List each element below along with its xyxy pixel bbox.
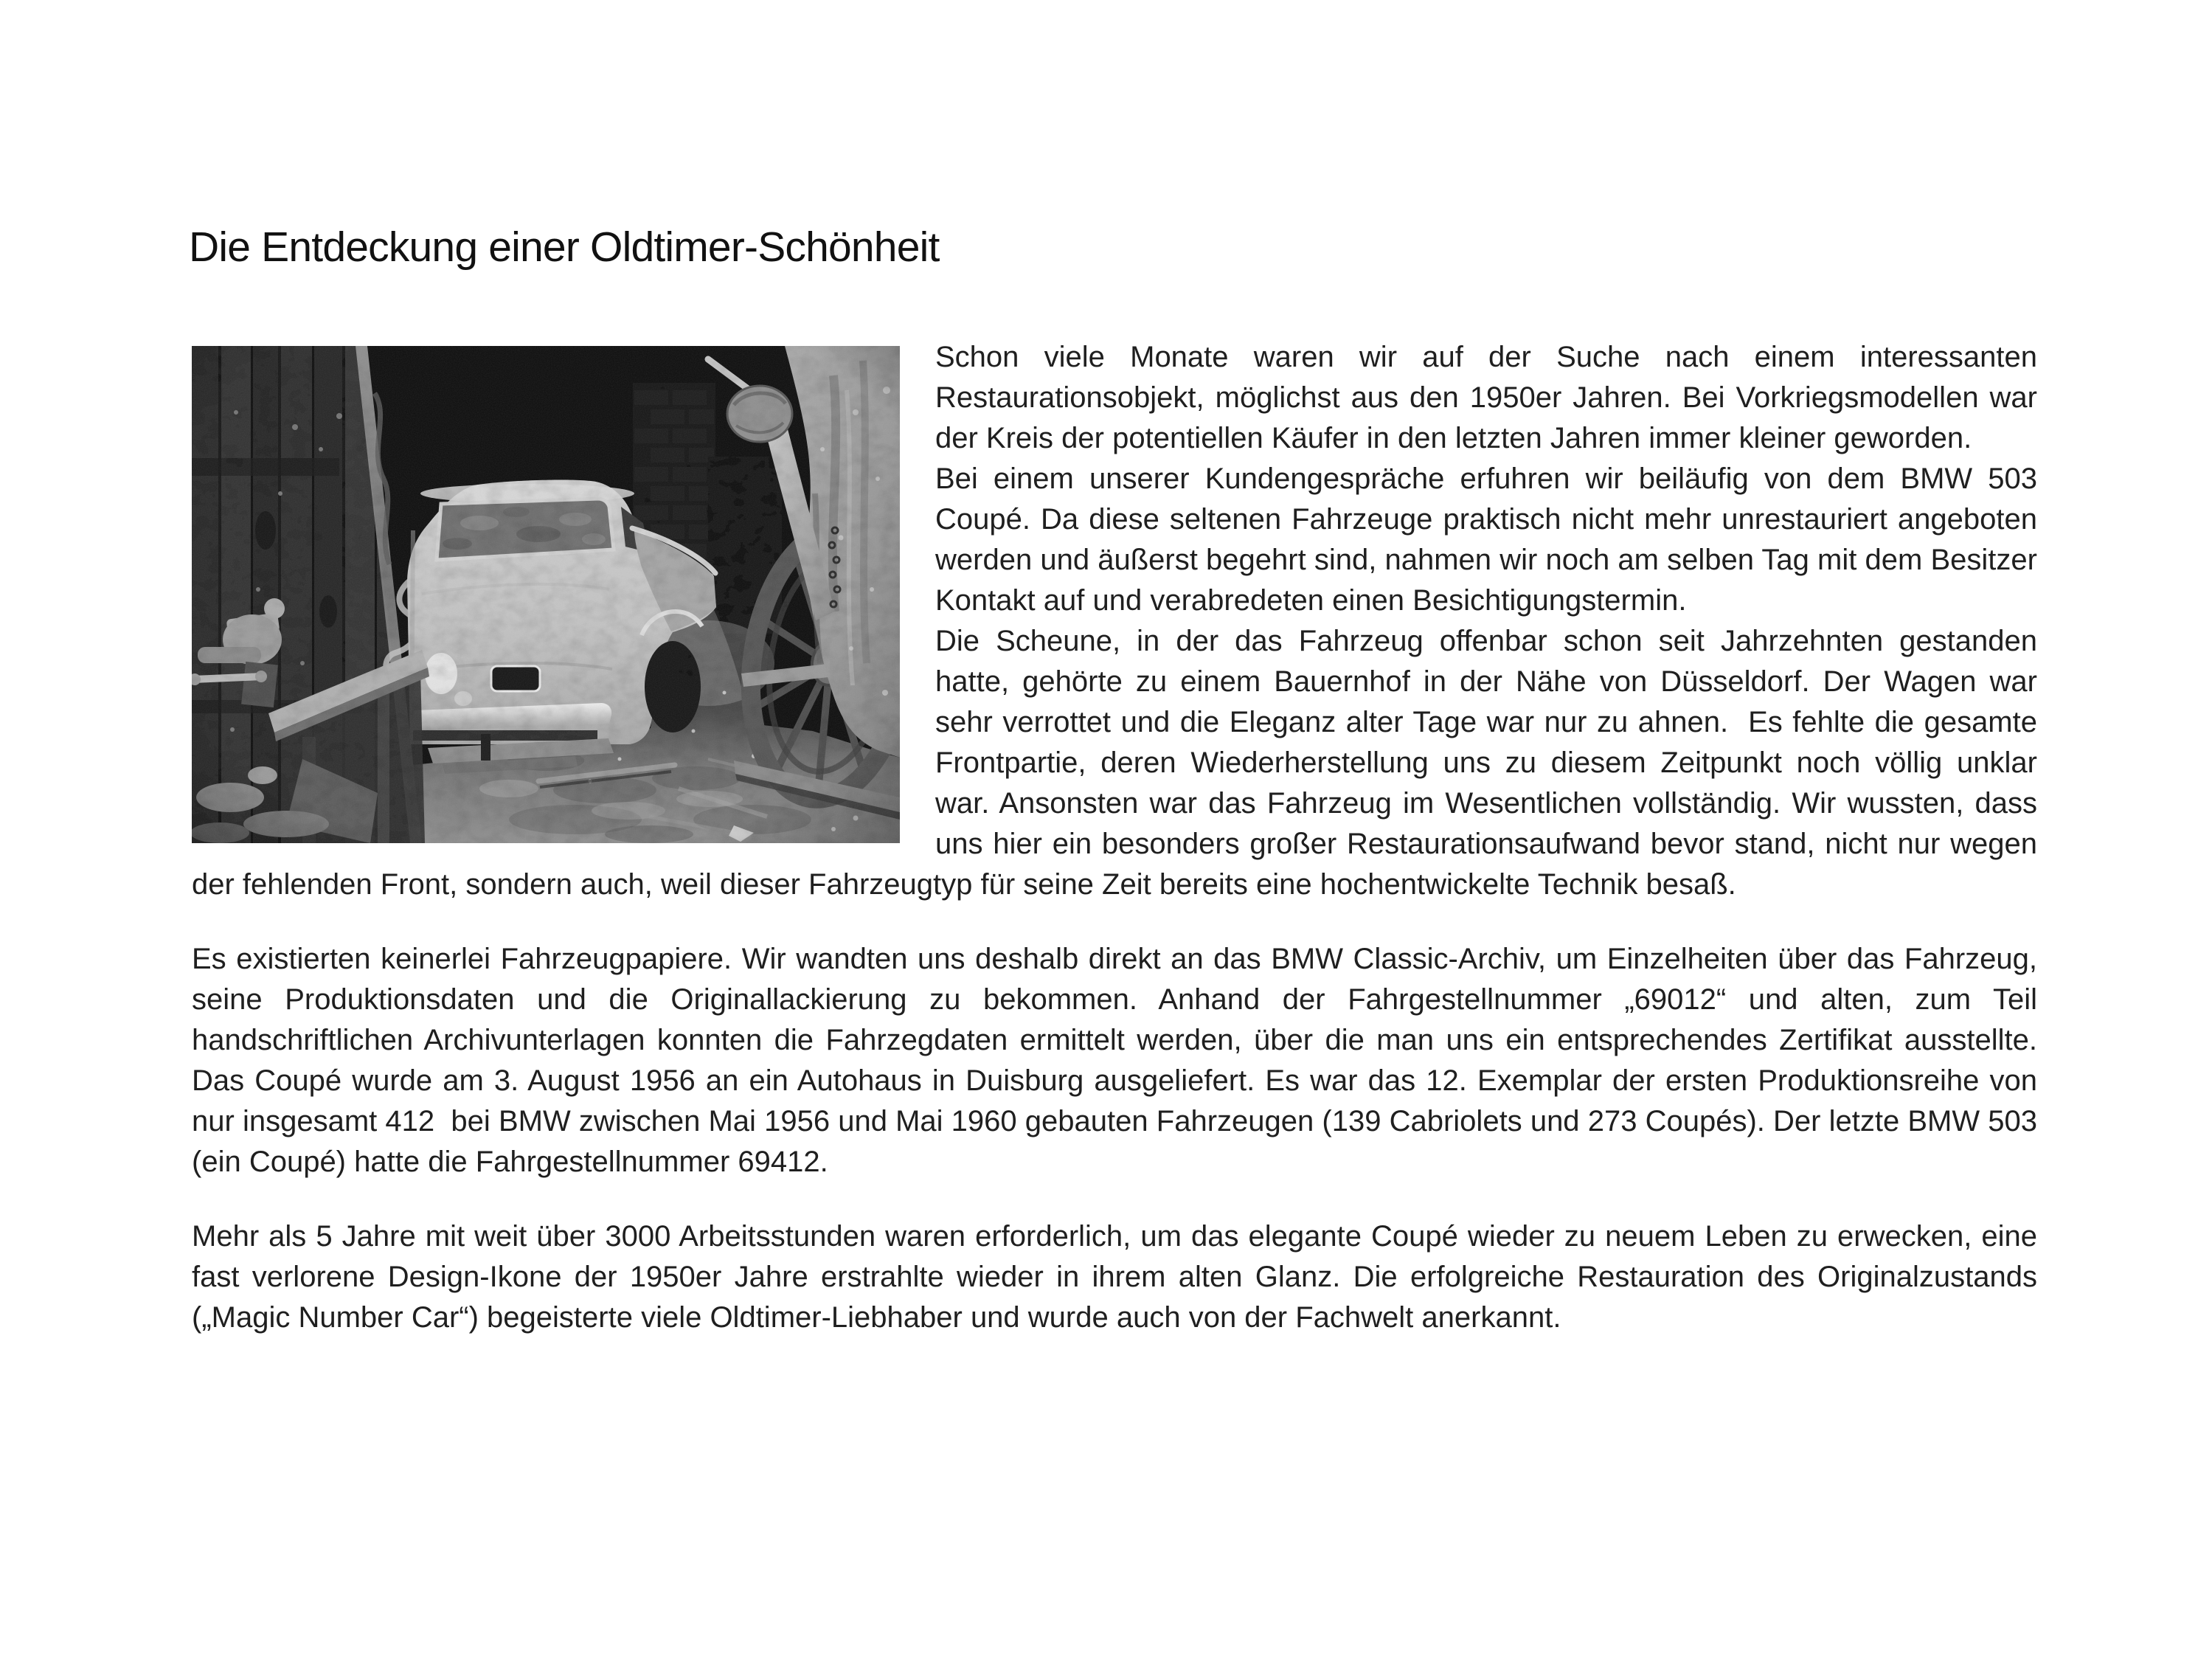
paragraph-restoration: Mehr als 5 Jahre mit weit über 3000 Arbeitsstunden waren erforderlich, um das elegante Coupé wieder zu neuem Leben zu erwecken, eine fast verlorene Design-Ikone der 1950er Jahre erstrahlte wieder in ihrem alten Glanz. Die erfolgreiche Restauration des Originalzustands („Magic Number Car“) begeisterte viele Oldtimer-Liebhaber und wurde auch von der Fachwelt anerkannt. <box>192 1220 2037 1334</box>
film-grain <box>192 346 900 843</box>
paragraph-barn: Die Scheune, in der das Fahrzeug offenbar schon seit Jahrzehnten gestanden hatte, gehörte zu einem Bauernhof in der Nähe von Düsseldorf. Der Wagen war sehr verrottet und die Eleganz alter Tage war nur zu ahnen. Es fehlte die gesamte Frontpartie, deren Wiederherstellung uns zu diesem Zeitpunkt noch völlig unklar war. Ansonsten war das Fahrzeug im Wesentlichen vollständig. Wir wussten, dass uns hier ein besonders großer Restaurationsaufwand bevor stand, nicht nur wegen der fehlenden Front, sondern auch, weil dieser Fahrzeugtyp für seine Zeit bereits eine hochentwickelte Technik besaß. <box>192 625 2037 901</box>
paragraph-tip: Bei einem unserer Kundengespräche erfuhren wir beiläufig von dem BMW 503 Coupé. Da diese seltenen Fahrzeuge praktisch nicht mehr unrestauriert angeboten werden und äußerst begehrt sind, nahmen wir noch am selben Tag mit dem Besitzer Kontakt auf und verabredeten einen Besichtigungstermin. <box>935 463 2037 617</box>
paragraph-search: Schon viele Monate waren wir auf der Suche nach einem interessanten Restaurationsobjekt, möglichst aus den 1950er Jahren. Bei Vorkriegsmodellen war der Kreis der potentiellen Käufer in den letzten Jahren immer kleiner geworden. <box>935 341 2037 454</box>
page-title: Die Entdeckung einer Oldtimer-Schönheit <box>189 224 940 271</box>
barn-photo-art <box>192 346 900 843</box>
paragraph-archive: Es existierten keinerlei Fahrzeugpapiere. Wir wandten uns deshalb direkt an das BMW Classic-Archiv, um Einzelheiten über das Fahrzeug, seine Produktionsdaten und die Originallackierung zu bekommen. Anhand der Fahrgestellnummer „69012“ und alten, zum Teil handschriftlichen Archivunterlagen konnten die Fahrzegdaten ermittelt werden, über die man uns ein entsprechendes Zertifikat ausstellte. Das Coupé wurde am 3. August 1956 an ein Autohaus in Duisburg ausgeliefert. Es war das 12. Exemplar der ersten Produktionsreihe von nur insgesamt 412 bei BMW zwischen Mai 1956 und Mai 1960 gebauten Fahrzeugen (139 Cabriolets und 273 Coupés). Der letzte BMW 503 (ein Coupé) hatte die Fahrgestellnummer 69412. <box>192 943 2037 1178</box>
barn-find-photo <box>192 346 900 843</box>
article-body <box>192 337 2037 1338</box>
